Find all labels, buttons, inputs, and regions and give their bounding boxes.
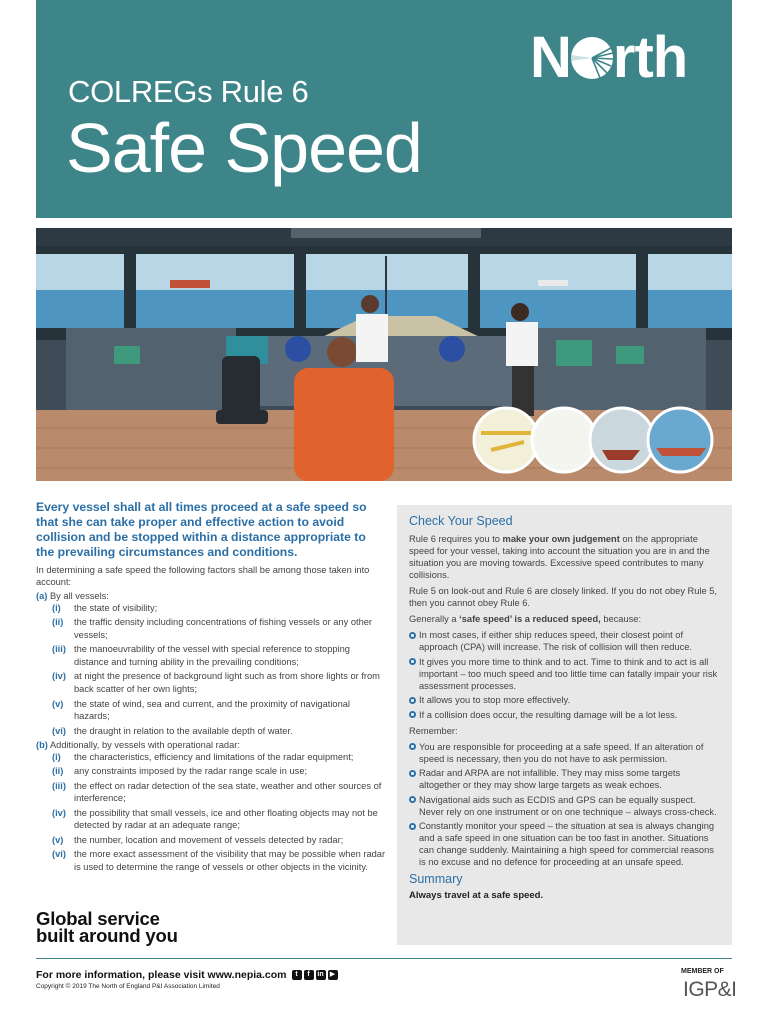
header-banner xyxy=(36,0,732,218)
item-number: (iii) xyxy=(52,644,66,655)
more-info-link[interactable]: For more information, please visit www.nepia.com xyxy=(36,969,287,981)
bullet-icon xyxy=(409,796,416,803)
rule-text-column xyxy=(36,500,386,875)
group-a-label xyxy=(36,590,386,602)
list-item xyxy=(52,780,386,806)
bullet-icon xyxy=(409,711,416,718)
page-subtitle: COLREGs Rule 6 xyxy=(68,74,309,109)
logo-text-right: rth xyxy=(612,25,688,90)
list-item xyxy=(52,616,386,642)
bullet-text: If a collision does occur, the resulting damage will be a lot less. xyxy=(419,709,678,720)
north-logo xyxy=(530,25,688,90)
page-title: Safe Speed xyxy=(66,109,422,187)
igpi-logo: IGP&I xyxy=(683,978,737,1001)
paragraph-rule-5: Rule 5 on look-out and Rule 6 are closely linked. If you do not obey Rule 5, then you cannot obey Rule 6. xyxy=(409,586,718,608)
text-span: Rule 6 requires you to xyxy=(409,534,503,544)
bullet-text: It gives you more time to think and to act. Time to think and to act is all important – too much speed and too little time can fatally impair your risk assessment processes. xyxy=(419,656,718,691)
bullet-text: In most cases, if either ship reduces speed, their closest point of approach (CPA) will increase. The risk of collision will then reduce. xyxy=(419,630,692,652)
bullet-icon xyxy=(409,823,416,830)
bullet-text: It allows you to stop more effectively. xyxy=(419,695,571,705)
bullet-text: Radar and ARPA are not infallible. They may miss some targets altogether or they may show large targets as weak echoes. xyxy=(419,768,681,790)
linkedin-icon[interactable]: in xyxy=(317,971,324,978)
item-number: (iv) xyxy=(52,671,66,682)
item-text: the possibility that small vessels, ice and other floating objects may not be detected by radar at an adequate range; xyxy=(74,807,378,831)
list-item xyxy=(409,694,720,706)
bullet-text: You are responsible for proceeding at a safe speed. If an alteration of speed is necessary, then you do not have to ask permission. xyxy=(419,741,704,764)
facebook-icon[interactable]: f xyxy=(304,970,314,980)
item-number: (i) xyxy=(52,751,61,762)
rule-lead: In determining a safe speed the following factors shall be among those taken into account: xyxy=(36,565,370,587)
item-text: the more exact assessment of the visibility that may be possible when radar is used to determine the range of vessels or other objects in the vicinity. xyxy=(74,849,386,872)
group-a-label-text: By all vessels: xyxy=(49,591,109,601)
item-text: the effect on radar detection of the sea state, weather and other sources of interference; xyxy=(74,780,382,804)
text-span: on the appropriate speed for your vessel, taking into account the situation you are in and the situation you are moving towards. Excessive speed contributes to many collisions. xyxy=(409,534,710,580)
item-text: the manoeuvrability of the vessel with special reference to stopping distance and turning ability in the prevailing conditions; xyxy=(74,644,350,668)
item-number: (i) xyxy=(52,603,61,613)
item-number: (ii) xyxy=(52,617,64,628)
more-info xyxy=(36,969,338,981)
list-item xyxy=(409,709,720,721)
bullet-icon xyxy=(409,697,416,704)
member-label: MEMBER OF xyxy=(681,968,724,975)
bullet-icon xyxy=(409,658,416,665)
paragraph-judgement xyxy=(409,533,720,581)
list-item xyxy=(409,656,720,692)
list-item xyxy=(52,848,386,874)
list-item xyxy=(409,629,720,653)
remember-label: Remember: xyxy=(409,725,458,736)
remember-list xyxy=(409,741,720,869)
text-span: Generally a xyxy=(409,614,460,624)
item-text: any constraints imposed by the radar range scale in use; xyxy=(74,766,308,777)
list-item xyxy=(52,670,386,696)
bullet-text: Constantly monitor your speed – the situation at sea is always changing and a safe speed in one situation can be too fast in another. Situations can change suddenly. Maintaining a high speed for commercial reasons is no excuse and no defence for proceeding at an unsafe speed. xyxy=(419,821,715,867)
list-item xyxy=(52,751,386,764)
item-number: (vi) xyxy=(52,725,66,736)
item-text: the draught in relation to the available depth of water. xyxy=(74,725,293,736)
item-number: (v) xyxy=(52,834,64,845)
tagline-line-1: Global service xyxy=(36,908,160,929)
youtube-icon[interactable]: ▶ xyxy=(328,970,338,980)
list-item xyxy=(52,643,386,669)
bold-text: ‘safe speed’ is a reduced speed, xyxy=(459,614,601,624)
list-item xyxy=(52,602,386,615)
list-item xyxy=(52,807,386,833)
item-text: the state of wind, sea and current, and the proximity of navigational hazards; xyxy=(74,698,350,722)
list-item xyxy=(52,834,386,847)
bullet-icon xyxy=(409,632,416,639)
summary-text: Always travel at a safe speed. xyxy=(409,890,544,901)
group-b-marker: (b) xyxy=(36,739,48,750)
bold-text: make your own judgement xyxy=(502,534,620,544)
group-a-list xyxy=(52,602,386,737)
copyright: Copyright © 2019 The North of England P&I Association Limited xyxy=(36,983,220,990)
item-text: the number, location and movement of vessels detected by radar; xyxy=(74,834,344,845)
check-your-speed-panel xyxy=(397,505,732,945)
text-span: because: xyxy=(600,614,642,624)
item-text: the traffic density including concentrations of fishing vessels or any other vessels; xyxy=(74,617,373,641)
list-item xyxy=(409,820,720,868)
item-text: the state of visibility; xyxy=(74,603,158,613)
tagline-line-2: built around you xyxy=(36,925,178,946)
group-b-label xyxy=(36,739,386,751)
bullet-icon xyxy=(409,770,416,777)
list-item xyxy=(52,765,386,778)
group-b-list xyxy=(52,751,386,874)
item-text: at night the presence of background light such as from shore lights or from back scatter of her own lights; xyxy=(74,671,380,695)
item-number: (iii) xyxy=(52,780,66,791)
item-text: the characteristics, efficiency and limitations of the radar equipment; xyxy=(74,751,354,762)
item-number: (vi) xyxy=(52,849,66,860)
social-icons xyxy=(292,970,338,980)
list-item xyxy=(409,767,720,791)
twitter-icon[interactable]: t xyxy=(292,970,302,980)
list-item xyxy=(409,794,720,818)
item-number: (iv) xyxy=(52,807,66,818)
list-item xyxy=(52,725,386,738)
rule-intro: Every vessel shall at all times proceed at a safe speed so that she can take proper and effective action to avoid collision and be stopped within a distance appropriate to the prevailing circumstances and conditions. xyxy=(36,500,367,559)
group-b-label-text: Additionally, by vessels with operational radar: xyxy=(49,739,240,750)
because-list xyxy=(409,629,720,721)
panel-heading: Check Your Speed xyxy=(409,514,513,528)
logo-text-left: N xyxy=(530,25,571,90)
item-number: (v) xyxy=(52,698,64,709)
bullet-text: Navigational aids such as ECDIS and GPS can be equally suspect. Never rely on one instrument or on one technique – always cross-check. xyxy=(419,794,717,817)
list-item xyxy=(52,698,386,724)
ship-bridge-illustration xyxy=(36,228,732,481)
paragraph-safe-speed xyxy=(409,613,720,625)
bullet-icon xyxy=(409,743,416,750)
list-item xyxy=(409,741,720,765)
group-a-marker: (a) xyxy=(36,591,48,601)
compass-icon xyxy=(569,35,615,81)
footer-divider xyxy=(36,958,732,959)
summary-heading: Summary xyxy=(409,872,463,886)
tagline xyxy=(36,910,178,944)
item-number: (ii) xyxy=(52,766,64,777)
